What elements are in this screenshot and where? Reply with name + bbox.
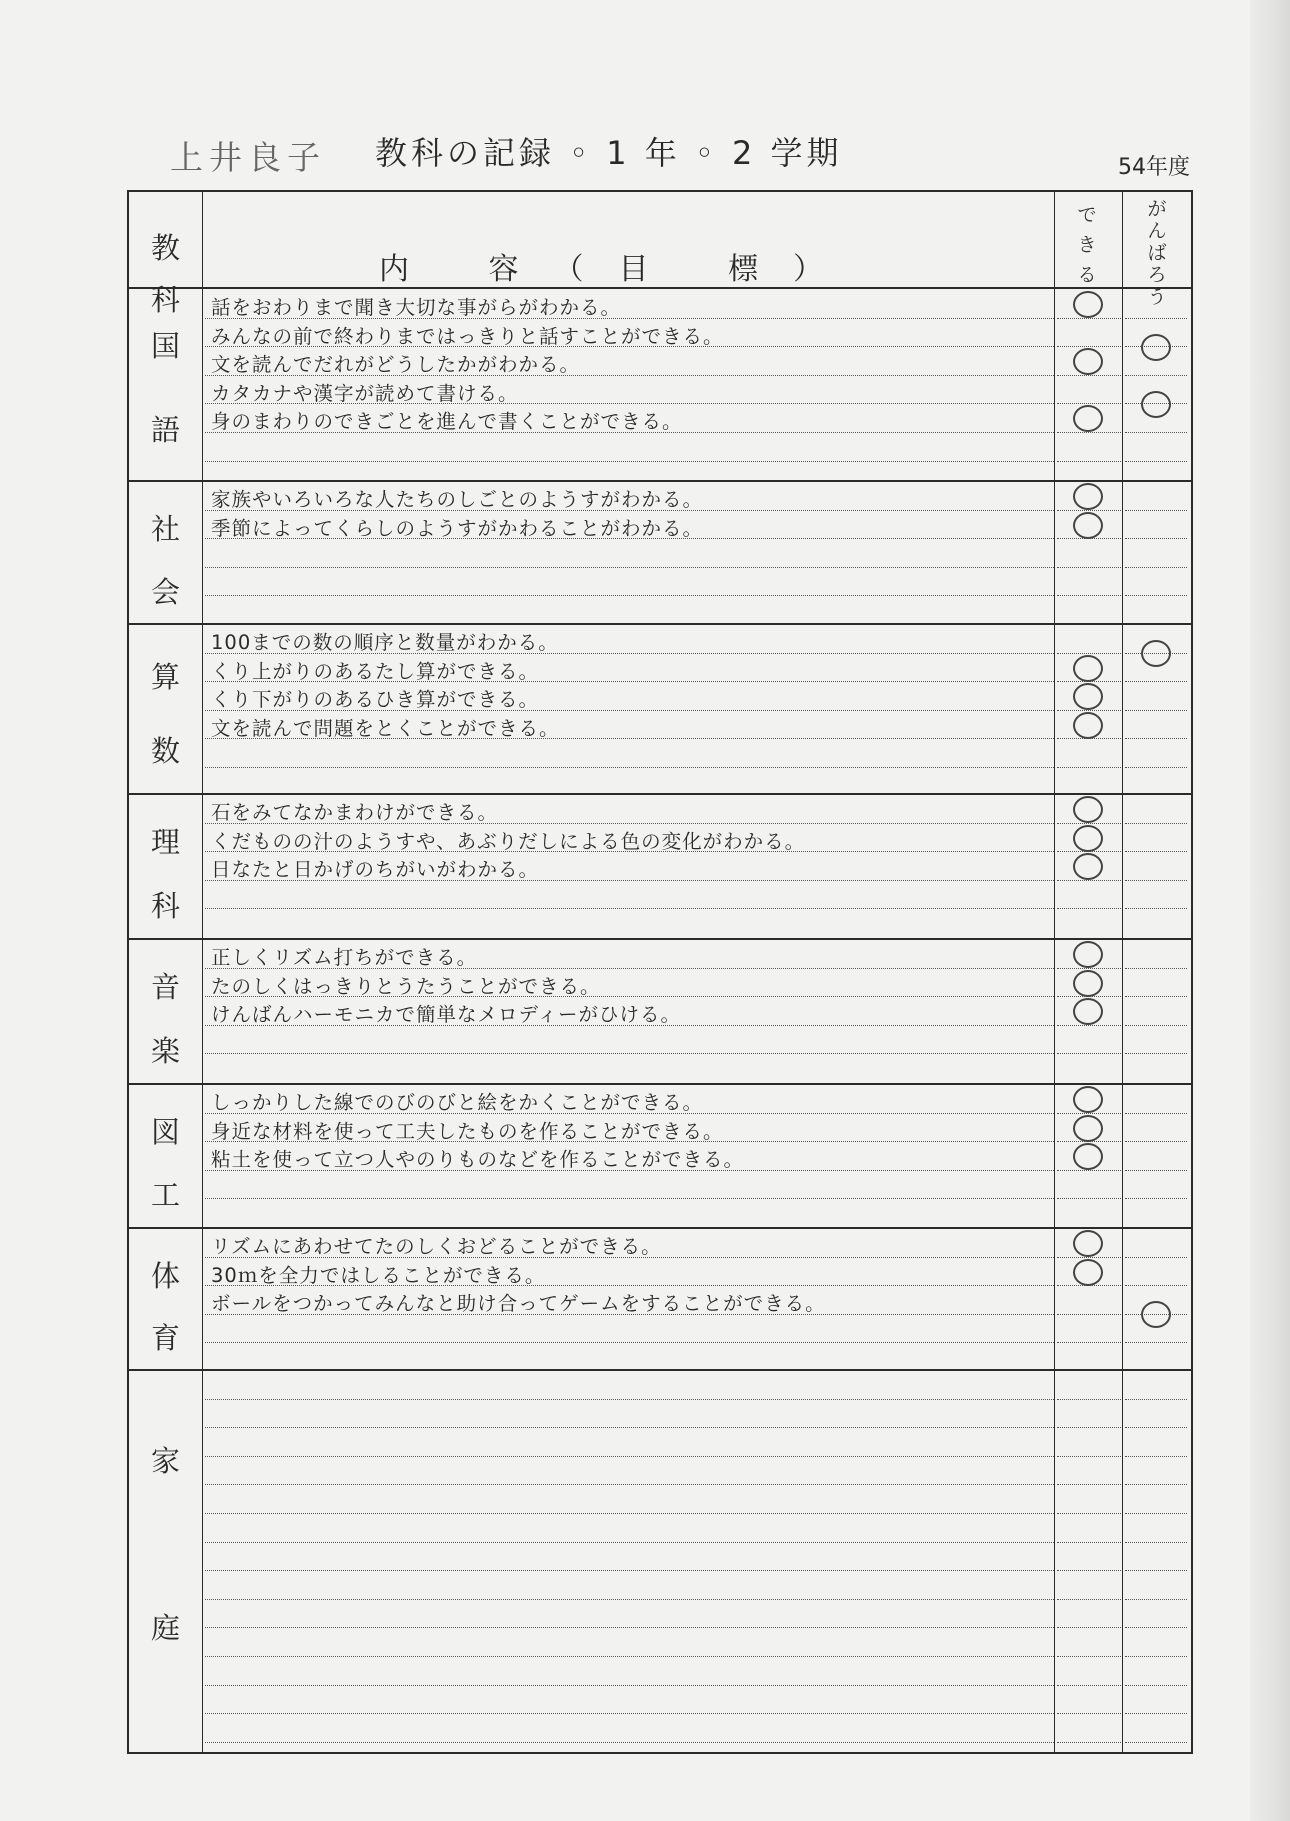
subject-name-char: 楽	[150, 1033, 180, 1068]
row-rule	[1125, 1685, 1187, 1686]
row-rule	[1125, 908, 1187, 909]
dekiru-mark	[1073, 712, 1103, 739]
page-edge	[1250, 0, 1290, 1821]
objective-text: 正しくリズム打ちができる。	[211, 946, 478, 969]
row-rule	[205, 1399, 1054, 1400]
dekiru-mark	[1073, 655, 1103, 682]
dekiru-mark	[1073, 853, 1103, 880]
row-rule	[205, 1742, 1054, 1743]
row-rule	[205, 567, 1054, 568]
row-rule	[1125, 1484, 1187, 1485]
dekiru-mark	[1073, 1259, 1103, 1286]
row-rule	[1125, 1542, 1187, 1543]
row-rule	[205, 1513, 1054, 1514]
row-rule	[1057, 653, 1121, 654]
objective-text: 30ｍを全力ではしることができる。	[211, 1263, 546, 1287]
row-rule	[1125, 1713, 1187, 1714]
row-rule	[1125, 968, 1187, 969]
objective-text: 文を読んでだれがどうしたかがわかる。	[211, 353, 581, 377]
row-rule	[1125, 1113, 1187, 1114]
row-rule	[205, 1427, 1054, 1428]
section-divider	[129, 480, 1191, 482]
dekiru-mark	[1073, 970, 1103, 997]
dekiru-mark	[1073, 1230, 1103, 1257]
objective-text: 石をみてなかまわけができる。	[211, 801, 499, 824]
dekiru-mark	[1073, 1115, 1103, 1142]
row-rule	[1057, 1342, 1121, 1343]
row-rule	[1125, 510, 1187, 511]
row-rule	[1125, 681, 1187, 682]
row-rule	[1057, 767, 1121, 768]
record-table	[127, 190, 1193, 1754]
objective-text: リズムにあわせてたのしくおどることができる。	[211, 1235, 662, 1258]
header-dekiru-char: で	[1077, 204, 1097, 226]
objective-text: けんばんハーモニカで簡単なメロディーがひける。	[211, 1003, 681, 1027]
objective-text: くり下がりのあるひき算ができる。	[211, 688, 540, 712]
header-subject	[129, 222, 202, 326]
row-rule	[1057, 1484, 1121, 1485]
row-rule	[1057, 1198, 1121, 1199]
row-rule	[1125, 851, 1187, 852]
section-divider	[129, 793, 1191, 795]
row-rule	[1057, 432, 1121, 433]
header-dekiru-char: る	[1077, 264, 1097, 286]
row-rule	[1125, 375, 1187, 376]
row-rule	[1125, 318, 1187, 319]
section-divider	[129, 938, 1191, 940]
row-rule	[1057, 1656, 1121, 1657]
row-rule	[1125, 1198, 1187, 1199]
objective-text: カタカナや漢字が読めて書ける。	[211, 381, 519, 405]
row-rule	[1125, 823, 1187, 824]
subject-name-char: 育	[150, 1321, 180, 1356]
row-rule	[1125, 1627, 1187, 1628]
row-rule	[205, 1599, 1054, 1600]
objective-text: くり上がりのあるたし算ができる。	[211, 659, 540, 683]
row-rule	[1125, 1742, 1187, 1743]
row-rule	[1057, 461, 1121, 462]
row-rule	[1057, 1314, 1121, 1315]
row-rule	[1057, 1427, 1121, 1428]
section-divider	[129, 623, 1191, 625]
header-dekiru-char: き	[1077, 234, 1097, 256]
row-rule	[1125, 1513, 1187, 1514]
row-rule	[205, 1484, 1054, 1485]
row-rule	[1125, 538, 1187, 539]
subject-name-char: 社	[150, 511, 180, 546]
row-rule	[1057, 908, 1121, 909]
row-rule	[1057, 1456, 1121, 1457]
objective-text: くだものの汁のようすや、あぶりだしによる色の変化がわかる。	[211, 829, 806, 853]
row-rule	[205, 1053, 1054, 1054]
row-rule	[1057, 1685, 1121, 1686]
objective-text: 文を読んで問題をとくことができる。	[211, 716, 560, 740]
row-rule	[205, 1713, 1054, 1714]
row-rule	[1125, 1141, 1187, 1142]
subject-name-char: 庭	[150, 1611, 180, 1646]
row-rule	[205, 908, 1054, 909]
row-rule	[1125, 461, 1187, 462]
row-rule	[1125, 1285, 1187, 1286]
row-rule	[1057, 1542, 1121, 1543]
ganbarou-column-divider	[1122, 192, 1123, 1752]
row-rule	[205, 1198, 1054, 1199]
row-rule	[1057, 346, 1121, 347]
objective-text: たのしくはっきりとうたうことができる。	[211, 974, 601, 998]
row-rule	[1125, 880, 1187, 881]
subject-name-char: 理	[150, 825, 180, 860]
row-rule	[1125, 1456, 1187, 1457]
subject-name-char: 工	[150, 1178, 180, 1213]
row-rule	[205, 1685, 1054, 1686]
subject-name-char: 会	[150, 574, 180, 609]
row-rule	[1125, 767, 1187, 768]
objective-text: 季節によってくらしのようすがかわることがわかる。	[211, 516, 704, 540]
row-rule	[1057, 1513, 1121, 1514]
row-rule	[1125, 710, 1187, 711]
row-rule	[1125, 1170, 1187, 1171]
row-rule	[1057, 1053, 1121, 1054]
subject-name-char: 科	[150, 888, 180, 923]
row-rule	[205, 595, 1054, 596]
row-rule	[1057, 1599, 1121, 1600]
subject-name-char: 数	[150, 734, 180, 769]
row-rule	[1125, 432, 1187, 433]
row-rule	[1125, 1025, 1187, 1026]
header-ganbarou-char: ろ	[1147, 264, 1167, 286]
row-rule	[1125, 1427, 1187, 1428]
row-rule	[1125, 1399, 1187, 1400]
row-rule	[205, 1656, 1054, 1657]
row-rule	[1057, 1627, 1121, 1628]
dekiru-mark	[1073, 1086, 1103, 1113]
section-divider	[129, 1083, 1191, 1085]
row-rule	[1125, 1656, 1187, 1657]
row-rule	[1125, 1570, 1187, 1571]
header-ganbarou	[1137, 198, 1177, 308]
dekiru-mark	[1073, 825, 1103, 852]
header-subject-char: 教	[150, 231, 180, 265]
header-ganbarou-char: が	[1147, 198, 1167, 220]
dekiru-mark	[1073, 512, 1103, 539]
objective-text: 粘土を使って立つ人やのりものなどを作ることができる。	[211, 1148, 745, 1172]
subject-name-char: 音	[150, 970, 180, 1005]
row-rule	[1125, 567, 1187, 568]
row-rule	[1057, 567, 1121, 568]
school-year: 54年度	[1118, 155, 1190, 180]
row-rule	[1125, 1257, 1187, 1258]
dekiru-mark	[1073, 941, 1103, 968]
dekiru-mark	[1073, 998, 1103, 1025]
row-rule	[205, 1542, 1054, 1543]
row-rule	[205, 461, 1054, 462]
dekiru-mark	[1073, 683, 1103, 710]
objective-text: 身近な材料を使って工夫したものを作ることができる。	[211, 1119, 724, 1143]
row-rule	[205, 1456, 1054, 1457]
objective-text: 100までの数の順序と数量がわかる。	[211, 631, 559, 654]
row-rule	[1057, 403, 1121, 404]
dekiru-mark	[1073, 796, 1103, 823]
dekiru-column-divider	[1054, 192, 1055, 1752]
dekiru-mark	[1073, 1143, 1103, 1170]
header-divider	[129, 287, 1191, 289]
dekiru-mark	[1073, 483, 1103, 510]
header	[170, 128, 1190, 178]
subject-name-char: 家	[150, 1443, 180, 1478]
sheet-title: 教科の記録 ◦ 1 年 ◦ 2 学期	[375, 134, 843, 172]
student-name: 上井良子	[170, 138, 326, 177]
row-rule	[1057, 1399, 1121, 1400]
objective-text: ボールをつかってみんなと助け合ってゲームをすることができる。	[211, 1292, 826, 1316]
row-rule	[1125, 595, 1187, 596]
dekiru-mark	[1073, 348, 1103, 375]
objective-text: しっかりした線でのびのびと絵をかくことができる。	[211, 1091, 704, 1114]
row-rule	[1125, 738, 1187, 739]
header-dekiru	[1067, 200, 1107, 290]
ganbarou-mark	[1141, 640, 1171, 667]
row-rule	[205, 1570, 1054, 1571]
row-rule	[1125, 1053, 1187, 1054]
ganbarou-mark	[1141, 1301, 1171, 1328]
row-rule	[1057, 1570, 1121, 1571]
objective-text: 身のまわりのできごとを進んで書くことができる。	[211, 410, 683, 434]
subject-name-char: 算	[150, 659, 180, 694]
header-ganbarou-char: う	[1147, 286, 1167, 308]
row-rule	[205, 1627, 1054, 1628]
subject-name-char: 語	[150, 413, 180, 448]
objective-text: 日なたと日かげのちがいがわかる。	[211, 858, 540, 882]
row-rule	[205, 1342, 1054, 1343]
header-subject-char: 科	[150, 283, 180, 317]
row-rule	[205, 767, 1054, 768]
section-divider	[129, 1369, 1191, 1371]
objective-text: 話をおわりまで聞き大切な事がらがわかる。	[211, 296, 622, 319]
row-rule	[1125, 996, 1187, 997]
row-rule	[1057, 1742, 1121, 1743]
ganbarou-mark	[1141, 334, 1171, 361]
subject-name-char: 体	[150, 1258, 180, 1293]
row-rule	[1057, 1713, 1121, 1714]
subject-name-char: 国	[150, 328, 180, 363]
subject-name-char: 図	[150, 1114, 180, 1149]
row-rule	[1125, 1599, 1187, 1600]
row-rule	[1057, 595, 1121, 596]
header-ganbarou-char: ん	[1147, 220, 1167, 242]
dekiru-mark	[1073, 291, 1103, 318]
ganbarou-mark	[1141, 391, 1171, 418]
section-divider	[129, 1227, 1191, 1229]
row-rule	[1125, 1342, 1187, 1343]
objective-text: みんなの前で終わりまではっきりと話すことができる。	[211, 324, 724, 348]
dekiru-mark	[1073, 405, 1103, 432]
objective-text: 家族やいろいろな人たちのしごとのようすがわかる。	[211, 488, 704, 511]
header-content: 内 容（目 標）	[379, 252, 859, 287]
subject-column-divider	[202, 192, 203, 1752]
header-ganbarou-char: ば	[1147, 242, 1167, 264]
